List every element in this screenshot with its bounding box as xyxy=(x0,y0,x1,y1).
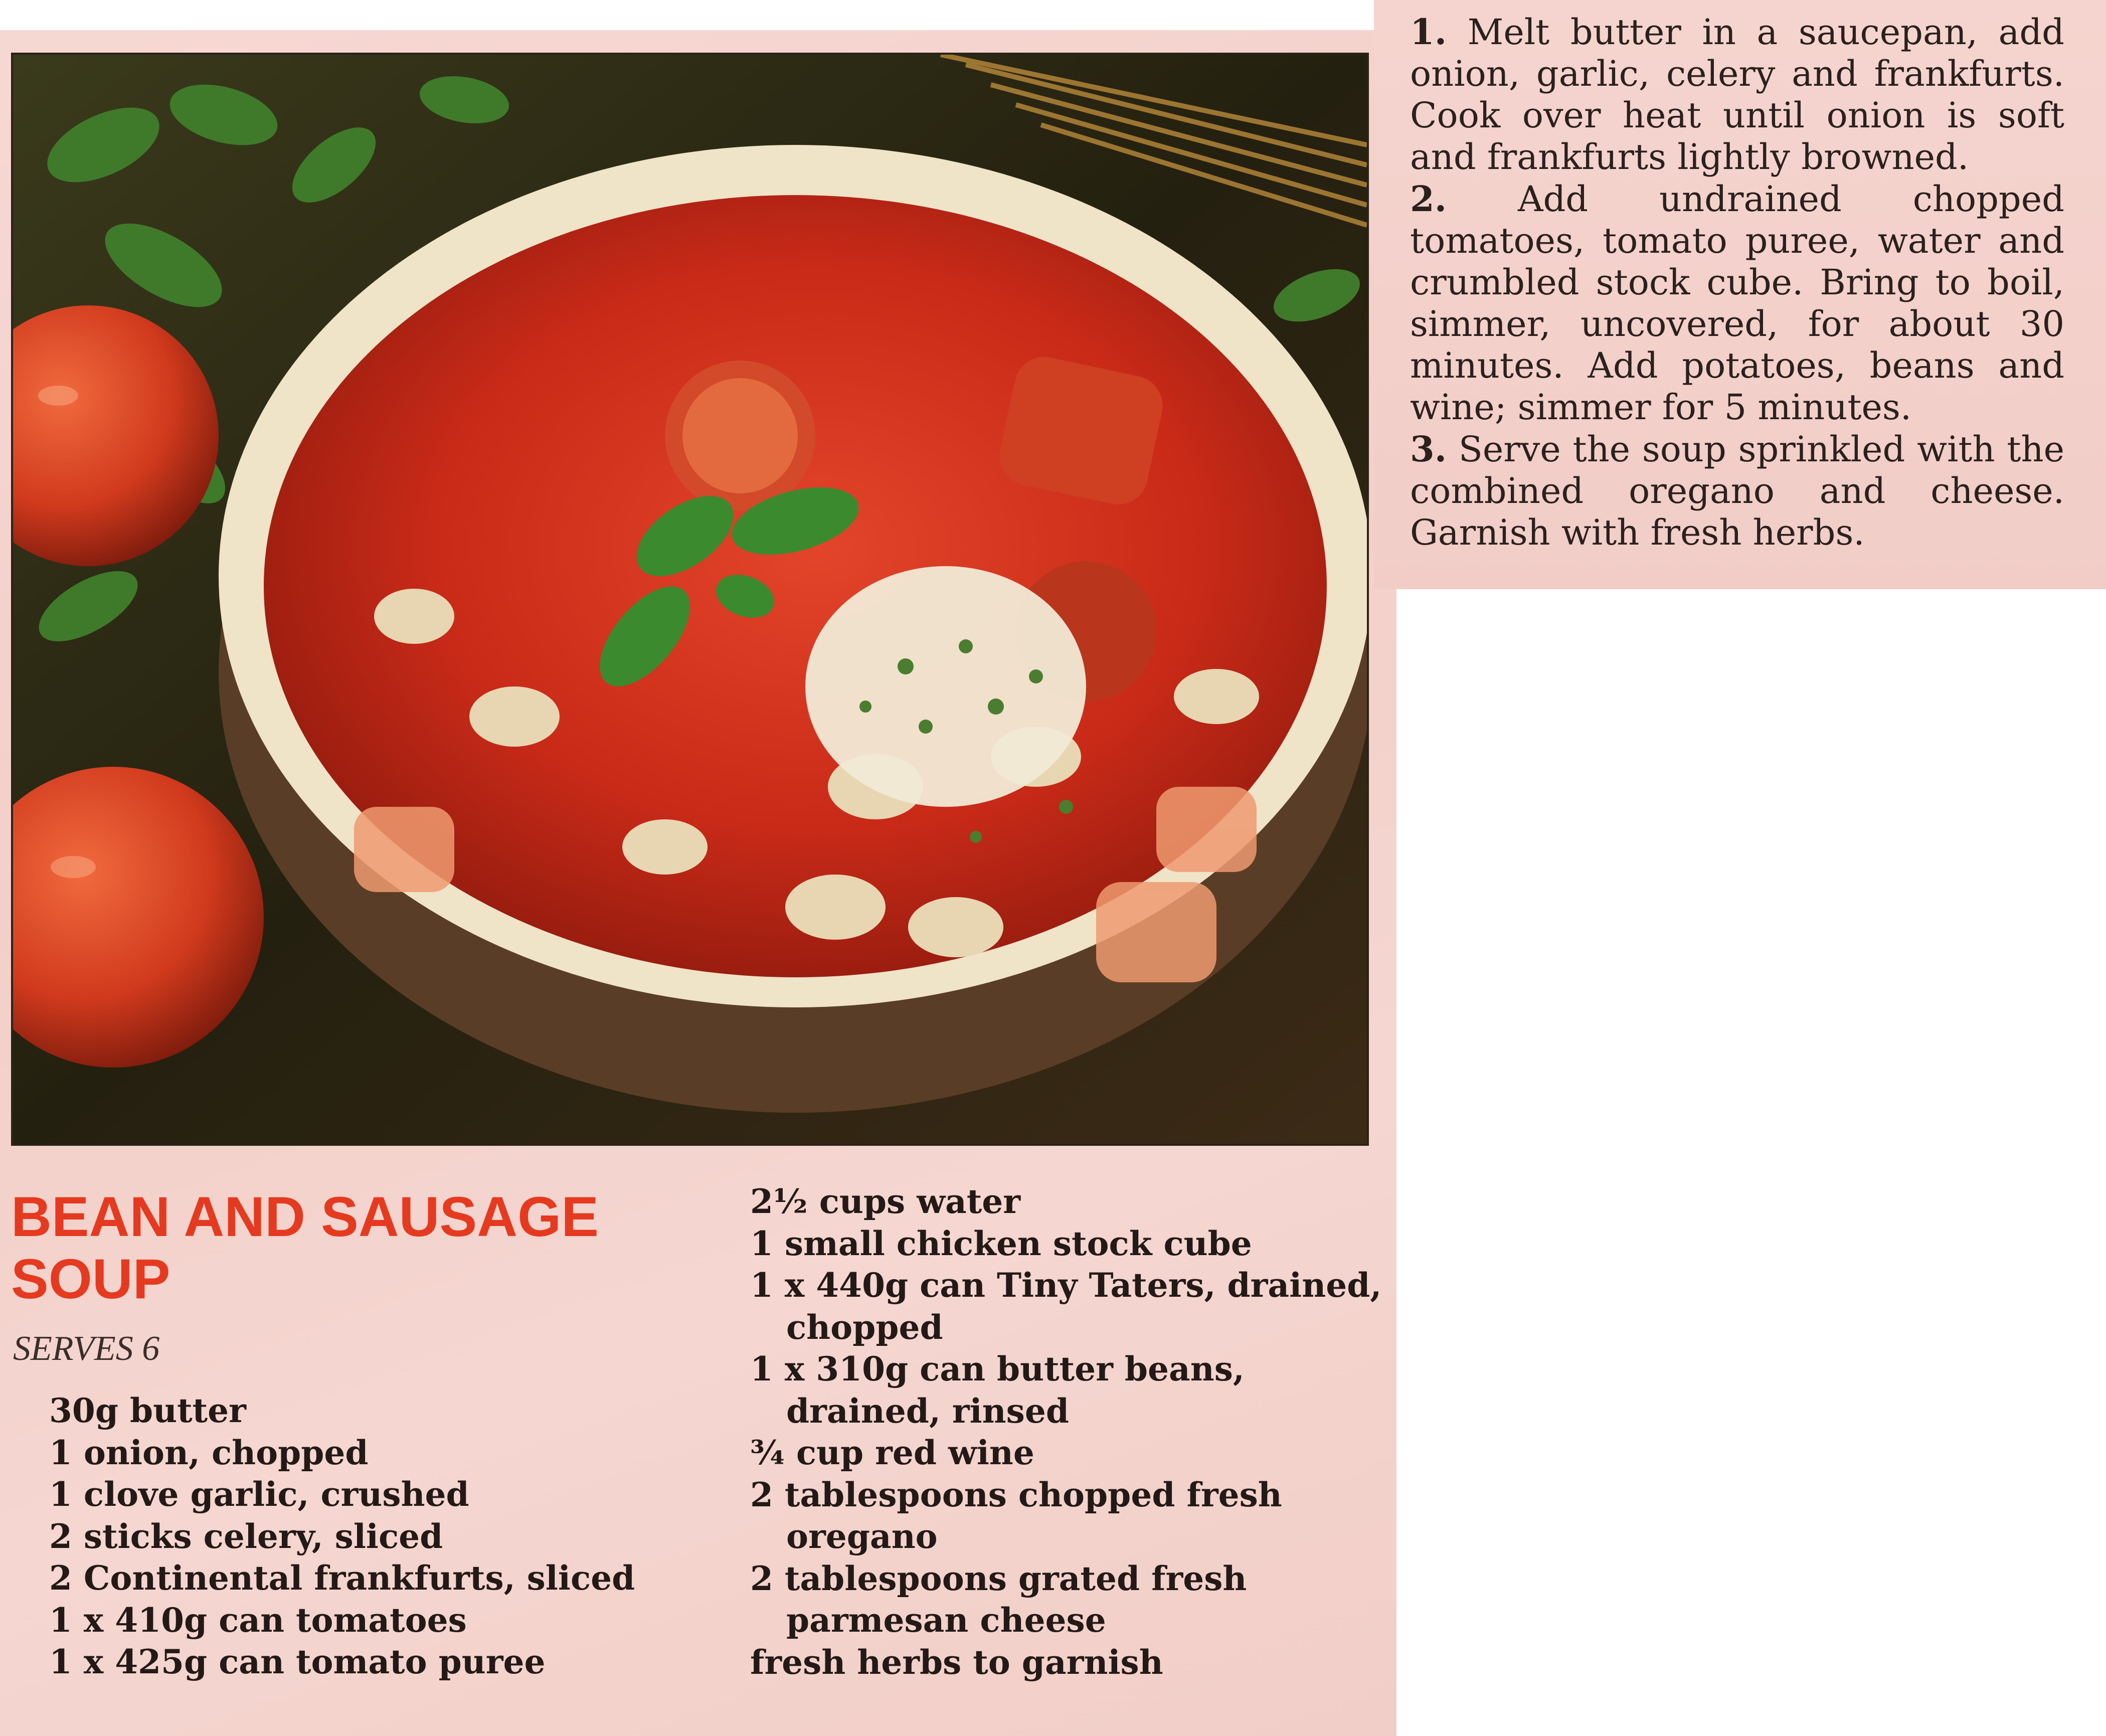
ingredient-item: 2 tablespoons chopped fresh oregano xyxy=(750,1475,1282,1556)
ingredient-item: fresh herbs to garnish xyxy=(750,1642,1163,1682)
ingredient-item: 1 x 440g can Tiny Taters, drained, chopped xyxy=(750,1266,1382,1347)
title-line-1: BEAN AND SAUSAGE xyxy=(11,1185,599,1248)
ingredient-item: 1 onion, chopped xyxy=(49,1433,369,1472)
ingredient-item: ¾ cup red wine xyxy=(750,1433,1034,1472)
serves-label: SERVES 6 xyxy=(13,1329,160,1368)
ingredients-list-left xyxy=(49,1390,701,1683)
ingredient-item: 1 clove garlic, crushed xyxy=(49,1475,469,1514)
title-line-2: SOUP xyxy=(11,1248,170,1310)
soup-photo xyxy=(11,53,1369,1146)
step-3 xyxy=(1410,428,2064,554)
ingredient-item: 1 x 425g can tomato puree xyxy=(49,1642,546,1681)
ingredient-item: 2 sticks celery, sliced xyxy=(49,1516,443,1556)
step-1 xyxy=(1410,11,2064,178)
step-2 xyxy=(1410,178,2064,428)
recipe-title xyxy=(11,1186,688,1310)
ingredient-item: 30g butter xyxy=(49,1391,246,1430)
ingredient-item: 1 small chicken stock cube xyxy=(750,1224,1252,1263)
ingredients-list-right xyxy=(750,1181,1387,1683)
step-text: Add undrained chopped tomatoes, tomato puree, water and crumbled stock cube. Bring to boil, simmer, uncovered, for about 30 minutes. Add potatoes, beans and wine; simmer for 5 minutes. xyxy=(1410,179,2064,428)
ingredient-item: 1 x 410g can tomatoes xyxy=(49,1600,467,1640)
ingredient-item: 2½ cups water xyxy=(750,1182,1021,1221)
ingredient-item: 2 Continental frankfurts, sliced xyxy=(49,1558,635,1598)
step-number: 1. xyxy=(1410,11,1447,53)
step-text: Melt butter in a saucepan, add onion, garlic, celery and frankfurts. Cook over heat until onion is soft and frankfurts lightly browned. xyxy=(1410,12,2064,178)
step-text: Serve the soup sprinkled with the combined oregano and cheese. Garnish with fresh herbs. xyxy=(1410,429,2064,553)
ingredient-item: 1 x 310g can butter beans, drained, rinsed xyxy=(750,1349,1245,1431)
method-steps xyxy=(1410,11,2064,554)
ingredient-item: 2 tablespoons grated fresh parmesan cheese xyxy=(750,1558,1247,1640)
step-number: 2. xyxy=(1410,178,1447,220)
step-number: 3. xyxy=(1410,428,1447,470)
